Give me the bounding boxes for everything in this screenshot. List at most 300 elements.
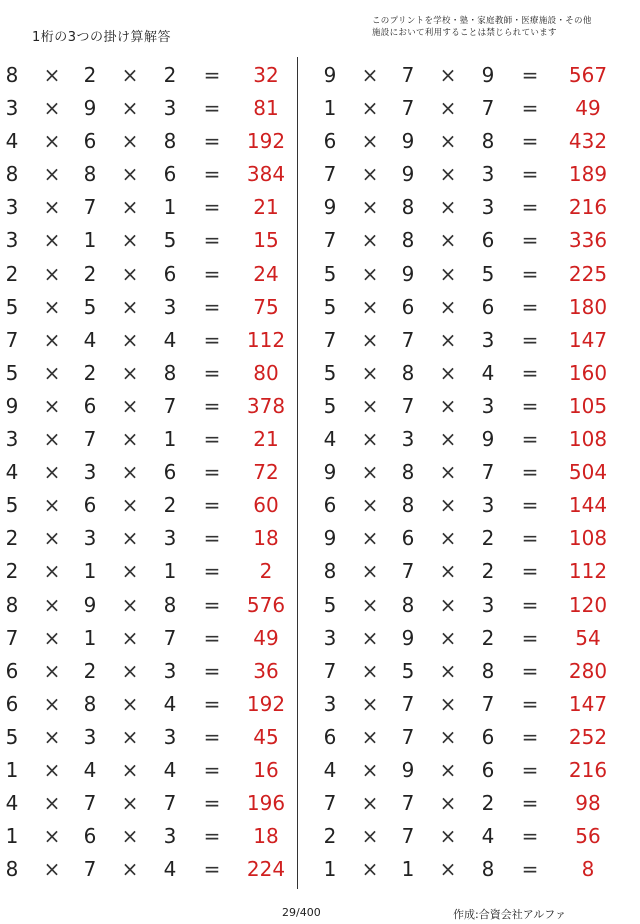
factor-3: 4 xyxy=(163,327,177,352)
factor-3: 3 xyxy=(163,526,177,551)
factor-1: 5 xyxy=(323,294,337,319)
answer: 224 xyxy=(246,857,286,882)
answer: 112 xyxy=(246,327,286,352)
answer: 384 xyxy=(246,162,286,187)
factor-2: 7 xyxy=(83,195,97,220)
problem-row xyxy=(0,189,300,222)
problem-row xyxy=(318,355,618,388)
times-sign: × xyxy=(361,393,379,418)
times-sign: × xyxy=(121,592,139,617)
times-sign: × xyxy=(361,460,379,485)
problem-row xyxy=(0,388,300,421)
factor-2: 8 xyxy=(83,162,97,187)
equals-sign: = xyxy=(521,96,539,121)
times-sign: × xyxy=(361,96,379,121)
times-sign: × xyxy=(439,526,457,551)
equals-sign: = xyxy=(203,658,221,683)
factor-2: 4 xyxy=(83,757,97,782)
factor-1: 4 xyxy=(323,427,337,452)
equals-sign: = xyxy=(521,857,539,882)
factor-1: 3 xyxy=(5,427,19,452)
times-sign: × xyxy=(121,327,139,352)
answer: 225 xyxy=(568,261,608,286)
factor-2: 9 xyxy=(401,129,415,154)
problem-row xyxy=(0,454,300,487)
problem-row xyxy=(318,520,618,553)
problem-row xyxy=(0,752,300,785)
times-sign: × xyxy=(121,129,139,154)
factor-1: 4 xyxy=(5,460,19,485)
factor-3: 2 xyxy=(481,625,495,650)
column-divider xyxy=(297,57,298,889)
times-sign: × xyxy=(121,360,139,385)
equals-sign: = xyxy=(203,162,221,187)
answer: 192 xyxy=(246,129,286,154)
factor-3: 7 xyxy=(481,460,495,485)
answer: 112 xyxy=(568,559,608,584)
answer: 18 xyxy=(253,824,279,849)
answer: 189 xyxy=(568,162,608,187)
factor-2: 7 xyxy=(401,691,415,716)
factor-1: 3 xyxy=(323,625,337,650)
answer: 98 xyxy=(575,791,601,816)
usage-notice-line-1: このプリントを学校・塾・家庭教師・医療施設・その他 xyxy=(372,16,592,26)
problem-row xyxy=(0,520,300,553)
times-sign: × xyxy=(121,493,139,518)
factor-3: 3 xyxy=(163,824,177,849)
answer: 144 xyxy=(568,493,608,518)
factor-2: 2 xyxy=(83,360,97,385)
problem-row xyxy=(0,256,300,289)
factor-3: 4 xyxy=(481,824,495,849)
equals-sign: = xyxy=(521,427,539,452)
factor-1: 7 xyxy=(5,327,19,352)
factor-2: 1 xyxy=(83,559,97,584)
equals-sign: = xyxy=(521,526,539,551)
factor-3: 3 xyxy=(481,592,495,617)
problem-row xyxy=(318,189,618,222)
answer: 108 xyxy=(568,427,608,452)
times-sign: × xyxy=(361,129,379,154)
factor-2: 8 xyxy=(401,592,415,617)
factor-1: 5 xyxy=(323,360,337,385)
problem-row xyxy=(0,57,300,90)
problem-row xyxy=(318,785,618,818)
times-sign: × xyxy=(121,228,139,253)
problem-row xyxy=(0,587,300,620)
factor-2: 3 xyxy=(83,460,97,485)
answer: 216 xyxy=(568,195,608,220)
factor-1: 6 xyxy=(323,724,337,749)
times-sign: × xyxy=(43,625,61,650)
equals-sign: = xyxy=(203,724,221,749)
problem-row xyxy=(0,620,300,653)
equals-sign: = xyxy=(203,526,221,551)
factor-1: 5 xyxy=(5,360,19,385)
times-sign: × xyxy=(361,427,379,452)
times-sign: × xyxy=(43,493,61,518)
factor-1: 8 xyxy=(323,559,337,584)
problem-row xyxy=(318,587,618,620)
equals-sign: = xyxy=(203,857,221,882)
times-sign: × xyxy=(439,228,457,253)
factor-3: 8 xyxy=(481,857,495,882)
factor-3: 4 xyxy=(481,360,495,385)
times-sign: × xyxy=(43,757,61,782)
equals-sign: = xyxy=(521,460,539,485)
factor-2: 4 xyxy=(83,327,97,352)
times-sign: × xyxy=(439,757,457,782)
factor-2: 1 xyxy=(401,857,415,882)
problem-row xyxy=(318,322,618,355)
equals-sign: = xyxy=(203,63,221,87)
times-sign: × xyxy=(439,460,457,485)
times-sign: × xyxy=(43,592,61,617)
factor-3: 5 xyxy=(481,261,495,286)
factor-2: 7 xyxy=(401,63,415,87)
factor-3: 2 xyxy=(481,559,495,584)
times-sign: × xyxy=(43,857,61,882)
factor-2: 6 xyxy=(83,824,97,849)
factor-1: 1 xyxy=(323,96,337,121)
equals-sign: = xyxy=(521,691,539,716)
answer: 54 xyxy=(575,625,601,650)
factor-2: 8 xyxy=(401,195,415,220)
problem-row xyxy=(318,289,618,322)
factor-2: 8 xyxy=(83,691,97,716)
answer: 147 xyxy=(568,327,608,352)
times-sign: × xyxy=(43,195,61,220)
factor-1: 3 xyxy=(5,228,19,253)
factor-3: 4 xyxy=(163,857,177,882)
answer: 75 xyxy=(253,294,279,319)
times-sign: × xyxy=(439,493,457,518)
factor-1: 5 xyxy=(5,493,19,518)
times-sign: × xyxy=(361,691,379,716)
problem-row xyxy=(318,156,618,189)
equals-sign: = xyxy=(521,360,539,385)
factor-2: 6 xyxy=(83,393,97,418)
right-problem-column xyxy=(318,57,618,884)
factor-3: 8 xyxy=(481,129,495,154)
problem-row xyxy=(0,818,300,851)
factor-2: 7 xyxy=(401,791,415,816)
times-sign: × xyxy=(43,228,61,253)
answer: 8 xyxy=(581,857,595,882)
equals-sign: = xyxy=(521,757,539,782)
times-sign: × xyxy=(439,824,457,849)
times-sign: × xyxy=(439,261,457,286)
factor-3: 2 xyxy=(481,791,495,816)
factor-1: 7 xyxy=(5,625,19,650)
answer: 72 xyxy=(253,460,279,485)
equals-sign: = xyxy=(203,96,221,121)
factor-1: 3 xyxy=(323,691,337,716)
factor-2: 9 xyxy=(401,625,415,650)
factor-2: 6 xyxy=(83,129,97,154)
times-sign: × xyxy=(361,526,379,551)
times-sign: × xyxy=(121,294,139,319)
factor-3: 3 xyxy=(163,96,177,121)
factor-1: 5 xyxy=(323,592,337,617)
equals-sign: = xyxy=(203,592,221,617)
equals-sign: = xyxy=(521,658,539,683)
factor-3: 2 xyxy=(481,526,495,551)
factor-2: 2 xyxy=(83,63,97,87)
factor-3: 1 xyxy=(163,427,177,452)
factor-3: 6 xyxy=(163,162,177,187)
times-sign: × xyxy=(439,857,457,882)
times-sign: × xyxy=(121,393,139,418)
factor-2: 7 xyxy=(401,724,415,749)
equals-sign: = xyxy=(521,327,539,352)
factor-1: 4 xyxy=(5,129,19,154)
times-sign: × xyxy=(439,559,457,584)
times-sign: × xyxy=(121,195,139,220)
factor-3: 7 xyxy=(481,691,495,716)
times-sign: × xyxy=(43,791,61,816)
times-sign: × xyxy=(439,658,457,683)
answer: 160 xyxy=(568,360,608,385)
times-sign: × xyxy=(121,559,139,584)
times-sign: × xyxy=(361,493,379,518)
equals-sign: = xyxy=(521,129,539,154)
factor-3: 6 xyxy=(481,724,495,749)
factor-2: 6 xyxy=(401,294,415,319)
factor-2: 9 xyxy=(401,162,415,187)
times-sign: × xyxy=(43,824,61,849)
factor-1: 6 xyxy=(5,691,19,716)
factor-2: 3 xyxy=(83,526,97,551)
factor-2: 9 xyxy=(401,261,415,286)
times-sign: × xyxy=(361,195,379,220)
problem-row xyxy=(318,57,618,90)
times-sign: × xyxy=(361,162,379,187)
equals-sign: = xyxy=(521,63,539,87)
answer: 216 xyxy=(568,757,608,782)
factor-2: 6 xyxy=(83,493,97,518)
times-sign: × xyxy=(361,294,379,319)
factor-2: 8 xyxy=(401,228,415,253)
factor-2: 6 xyxy=(401,526,415,551)
factor-3: 2 xyxy=(163,493,177,518)
problem-row xyxy=(0,222,300,255)
problem-row xyxy=(318,620,618,653)
times-sign: × xyxy=(439,625,457,650)
equals-sign: = xyxy=(203,824,221,849)
times-sign: × xyxy=(43,559,61,584)
answer: 32 xyxy=(253,63,279,87)
times-sign: × xyxy=(121,658,139,683)
factor-3: 3 xyxy=(163,724,177,749)
factor-1: 9 xyxy=(5,393,19,418)
factor-2: 5 xyxy=(83,294,97,319)
factor-3: 8 xyxy=(163,360,177,385)
problem-row xyxy=(318,653,618,686)
times-sign: × xyxy=(361,724,379,749)
factor-1: 1 xyxy=(323,857,337,882)
equals-sign: = xyxy=(203,129,221,154)
times-sign: × xyxy=(121,857,139,882)
equals-sign: = xyxy=(203,559,221,584)
equals-sign: = xyxy=(521,294,539,319)
left-problem-column xyxy=(0,57,300,884)
factor-3: 7 xyxy=(163,791,177,816)
answer: 45 xyxy=(253,724,279,749)
answer: 108 xyxy=(568,526,608,551)
times-sign: × xyxy=(439,294,457,319)
times-sign: × xyxy=(43,427,61,452)
factor-2: 3 xyxy=(83,724,97,749)
problem-row xyxy=(318,553,618,586)
factor-3: 4 xyxy=(163,691,177,716)
times-sign: × xyxy=(361,757,379,782)
factor-3: 3 xyxy=(481,327,495,352)
factor-1: 8 xyxy=(5,857,19,882)
problem-row xyxy=(0,851,300,884)
times-sign: × xyxy=(121,724,139,749)
page-title: 1桁の3つの掛け算解答 xyxy=(32,30,172,45)
factor-1: 5 xyxy=(323,393,337,418)
equals-sign: = xyxy=(203,427,221,452)
factor-2: 7 xyxy=(83,791,97,816)
times-sign: × xyxy=(361,327,379,352)
answer: 81 xyxy=(253,96,279,121)
times-sign: × xyxy=(121,625,139,650)
times-sign: × xyxy=(439,327,457,352)
factor-3: 4 xyxy=(163,757,177,782)
times-sign: × xyxy=(43,129,61,154)
factor-1: 8 xyxy=(5,592,19,617)
times-sign: × xyxy=(361,63,379,87)
answer: 49 xyxy=(575,96,601,121)
factor-3: 1 xyxy=(163,559,177,584)
factor-3: 7 xyxy=(481,96,495,121)
problem-row xyxy=(318,686,618,719)
problem-row xyxy=(318,818,618,851)
factor-1: 7 xyxy=(323,658,337,683)
times-sign: × xyxy=(439,724,457,749)
equals-sign: = xyxy=(203,327,221,352)
equals-sign: = xyxy=(203,460,221,485)
problem-row xyxy=(0,289,300,322)
problem-row xyxy=(318,256,618,289)
factor-2: 7 xyxy=(401,824,415,849)
answer: 432 xyxy=(568,129,608,154)
factor-2: 7 xyxy=(401,96,415,121)
times-sign: × xyxy=(361,228,379,253)
answer: 147 xyxy=(568,691,608,716)
problem-row xyxy=(318,487,618,520)
factor-2: 7 xyxy=(83,857,97,882)
factor-2: 7 xyxy=(83,427,97,452)
answer: 180 xyxy=(568,294,608,319)
factor-3: 7 xyxy=(163,625,177,650)
times-sign: × xyxy=(43,162,61,187)
times-sign: × xyxy=(43,327,61,352)
times-sign: × xyxy=(121,96,139,121)
factor-1: 1 xyxy=(5,757,19,782)
problem-row xyxy=(318,851,618,884)
problem-row xyxy=(0,785,300,818)
problem-row xyxy=(0,90,300,123)
factor-3: 2 xyxy=(163,63,177,87)
equals-sign: = xyxy=(203,195,221,220)
factor-3: 3 xyxy=(163,294,177,319)
factor-3: 9 xyxy=(481,427,495,452)
times-sign: × xyxy=(43,658,61,683)
times-sign: × xyxy=(121,261,139,286)
answer: 196 xyxy=(246,791,286,816)
factor-2: 9 xyxy=(83,592,97,617)
equals-sign: = xyxy=(521,724,539,749)
answer: 36 xyxy=(253,658,279,683)
factor-1: 8 xyxy=(5,63,19,87)
factor-2: 2 xyxy=(83,658,97,683)
factor-2: 7 xyxy=(401,559,415,584)
factor-3: 1 xyxy=(163,195,177,220)
problem-row xyxy=(318,421,618,454)
problem-row xyxy=(318,222,618,255)
answer: 80 xyxy=(253,360,279,385)
factor-3: 8 xyxy=(163,592,177,617)
factor-3: 3 xyxy=(481,493,495,518)
times-sign: × xyxy=(361,824,379,849)
equals-sign: = xyxy=(203,261,221,286)
answer: 16 xyxy=(253,757,279,782)
times-sign: × xyxy=(121,460,139,485)
factor-1: 3 xyxy=(5,96,19,121)
times-sign: × xyxy=(439,791,457,816)
factor-2: 7 xyxy=(401,393,415,418)
equals-sign: = xyxy=(521,592,539,617)
times-sign: × xyxy=(361,625,379,650)
times-sign: × xyxy=(361,658,379,683)
factor-2: 5 xyxy=(401,658,415,683)
factor-1: 2 xyxy=(323,824,337,849)
times-sign: × xyxy=(43,393,61,418)
times-sign: × xyxy=(43,261,61,286)
factor-1: 5 xyxy=(5,724,19,749)
factor-1: 2 xyxy=(5,526,19,551)
factor-3: 3 xyxy=(481,162,495,187)
answer: 567 xyxy=(568,63,608,87)
times-sign: × xyxy=(121,757,139,782)
problem-row xyxy=(0,123,300,156)
problem-row xyxy=(0,653,300,686)
times-sign: × xyxy=(43,691,61,716)
times-sign: × xyxy=(121,427,139,452)
equals-sign: = xyxy=(521,393,539,418)
times-sign: × xyxy=(43,63,61,87)
times-sign: × xyxy=(361,592,379,617)
factor-1: 1 xyxy=(5,824,19,849)
factor-2: 2 xyxy=(83,261,97,286)
times-sign: × xyxy=(43,724,61,749)
times-sign: × xyxy=(439,195,457,220)
problem-row xyxy=(0,487,300,520)
factor-1: 7 xyxy=(323,791,337,816)
factor-1: 4 xyxy=(323,757,337,782)
times-sign: × xyxy=(439,592,457,617)
page-number: 29/400 xyxy=(282,906,321,919)
problem-row xyxy=(318,719,618,752)
times-sign: × xyxy=(121,691,139,716)
factor-1: 5 xyxy=(323,261,337,286)
times-sign: × xyxy=(361,857,379,882)
factor-2: 7 xyxy=(401,327,415,352)
problem-row xyxy=(0,156,300,189)
